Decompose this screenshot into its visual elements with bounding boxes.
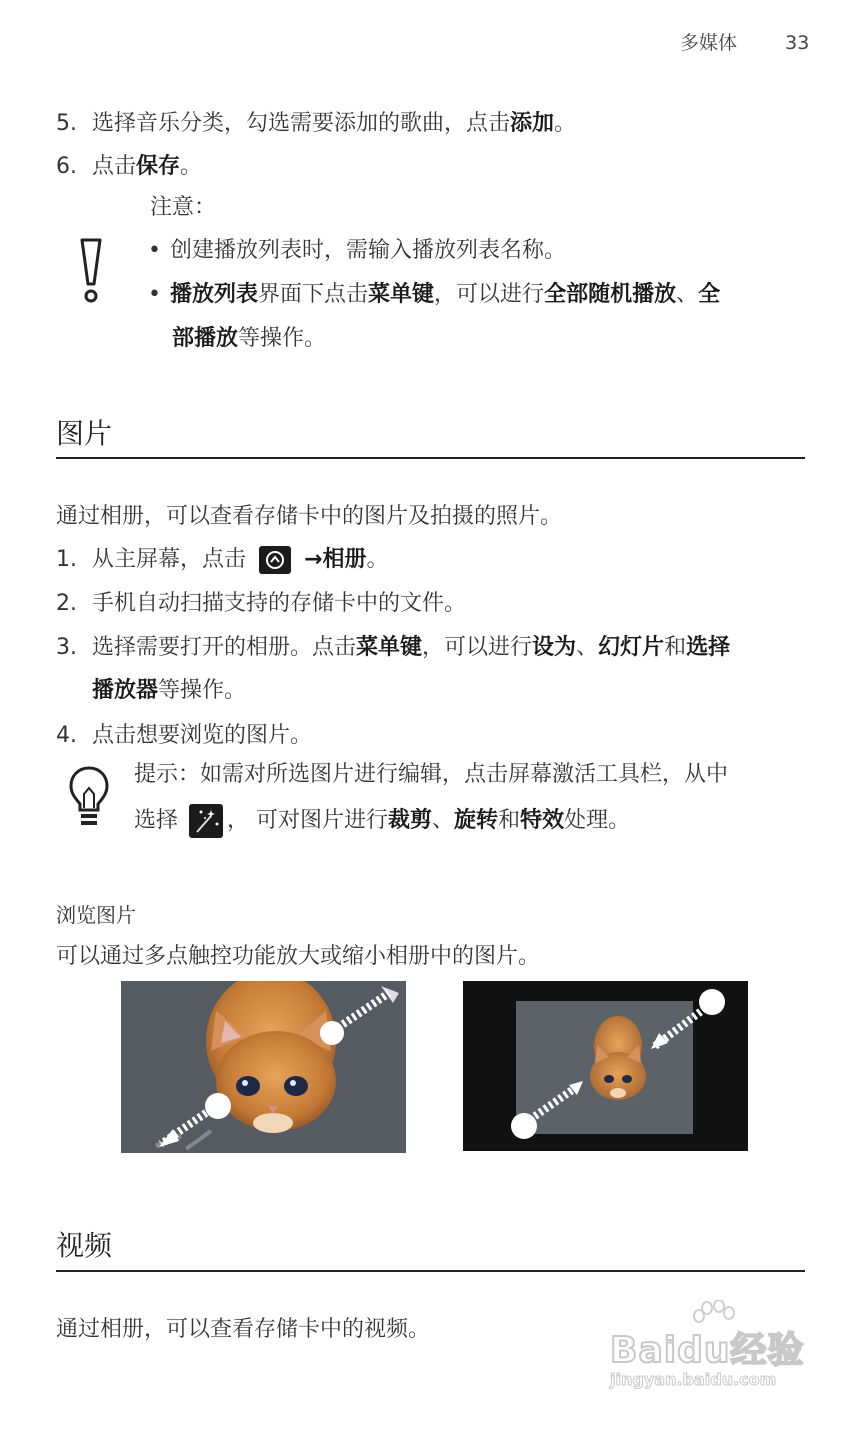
- tip-keyword: 旋转: [454, 808, 499, 833]
- kitten-zoom-out-image: [463, 981, 748, 1151]
- tip-line-1: 提示：如需对所选图片进行编辑，点击屏幕激活工具栏，从中: [134, 762, 729, 787]
- step-text: 点击: [92, 154, 137, 179]
- step-number: 1.: [56, 547, 77, 572]
- step-keyword: 选择: [686, 635, 731, 660]
- step-text: 。: [366, 547, 389, 572]
- step-text: 从主屏幕，点击: [92, 547, 247, 572]
- step-number: 4.: [56, 723, 77, 748]
- step-number: 3.: [56, 635, 77, 660]
- baidu-watermark: [606, 1300, 812, 1396]
- step-keyword: 保存: [136, 154, 181, 179]
- tip-line-2: [134, 804, 630, 838]
- running-header: [680, 28, 809, 55]
- note-keyword: 全: [698, 282, 721, 307]
- note-keyword: 部播放: [172, 326, 239, 351]
- step-text: 选择需要打开的相册。点击: [92, 635, 357, 660]
- note-text: ，可以进行: [434, 282, 545, 307]
- step-text: 。: [554, 111, 577, 136]
- section-divider: [56, 457, 805, 459]
- note-title: 注意：: [150, 195, 217, 220]
- step-keyword: 添加: [510, 111, 555, 136]
- tip-keyword: 裁剪: [388, 808, 433, 833]
- pictures-step-3-continued: [92, 676, 246, 706]
- note-text: 等操作。: [238, 326, 327, 351]
- pictures-intro: 通过相册，可以查看存储卡中的图片及拍摄的照片。: [56, 504, 563, 529]
- browse-text: 可以通过多点触控功能放大或缩小相册中的图片。: [56, 944, 541, 969]
- bullet-dot: •: [148, 282, 161, 307]
- step-text: ，可以进行: [422, 635, 533, 660]
- note-keyword: 播放列表: [170, 282, 259, 307]
- watermark-brand: Baidu经验: [610, 1330, 805, 1371]
- browse-subtitle: 浏览图片: [56, 903, 136, 927]
- step-6: [56, 152, 202, 182]
- note-keyword: 菜单键: [368, 282, 435, 307]
- watermark-url: jingyan.baidu.com: [610, 1370, 777, 1389]
- bullet-dot: •: [148, 238, 161, 263]
- note-text: 、: [676, 282, 699, 307]
- note-bullet-2-continued: [172, 324, 326, 354]
- header-section: 多媒体: [680, 32, 738, 54]
- videos-intro: 通过相册，可以查看存储卡中的视频。: [56, 1317, 431, 1342]
- pictures-step-4: [56, 721, 312, 751]
- section-divider: [56, 1270, 805, 1272]
- pictures-step-1: [56, 545, 388, 575]
- lightbulb-icon: [66, 764, 112, 830]
- pictures-step-3: [56, 633, 730, 663]
- step-text: 点击想要浏览的图片。: [92, 723, 313, 748]
- tip-text: 处理。: [564, 808, 631, 833]
- step-number: 5.: [56, 111, 77, 136]
- step-text: 和: [664, 635, 687, 660]
- note-text: 创建播放列表时，需输入播放列表名称。: [170, 238, 567, 263]
- note-bullet-1: [148, 236, 566, 266]
- step-text: 、: [576, 635, 599, 660]
- note-text: 界面下点击: [258, 282, 369, 307]
- tip-text: ， 可对图片进行: [227, 808, 389, 833]
- step-keyword: 播放器: [92, 678, 159, 703]
- section-title-pictures: 图片: [56, 417, 113, 450]
- tip-text: 和: [498, 808, 521, 833]
- step-number: 6.: [56, 154, 77, 179]
- section-title-videos: 视频: [56, 1229, 113, 1262]
- step-5: [56, 109, 576, 139]
- step-number: 2.: [56, 591, 77, 616]
- pictures-step-2: [56, 589, 466, 619]
- step-keyword: 幻灯片: [598, 635, 665, 660]
- magic-wand-icon: [189, 804, 223, 838]
- step-text: 选择音乐分类，勾选需要添加的歌曲，点击: [92, 111, 511, 136]
- step-text: 手机自动扫描支持的存储卡中的文件。: [92, 591, 467, 616]
- note-keyword: 全部随机播放: [544, 282, 677, 307]
- page-number: 33: [785, 32, 810, 54]
- chevron-up-circle-icon: [259, 546, 291, 574]
- step-keyword: 设为: [532, 635, 577, 660]
- note-bullet-2: [148, 280, 720, 310]
- tip-keyword: 特效: [520, 808, 565, 833]
- tip-text: 选择: [134, 808, 179, 833]
- step-text: 。: [180, 154, 203, 179]
- exclamation-icon: [78, 236, 104, 306]
- step-keyword: →相册: [304, 547, 367, 572]
- step-keyword: 菜单键: [356, 635, 423, 660]
- step-text: 等操作。: [158, 678, 247, 703]
- tip-text: 、: [432, 808, 455, 833]
- kitten-zoom-in-image: [121, 981, 406, 1153]
